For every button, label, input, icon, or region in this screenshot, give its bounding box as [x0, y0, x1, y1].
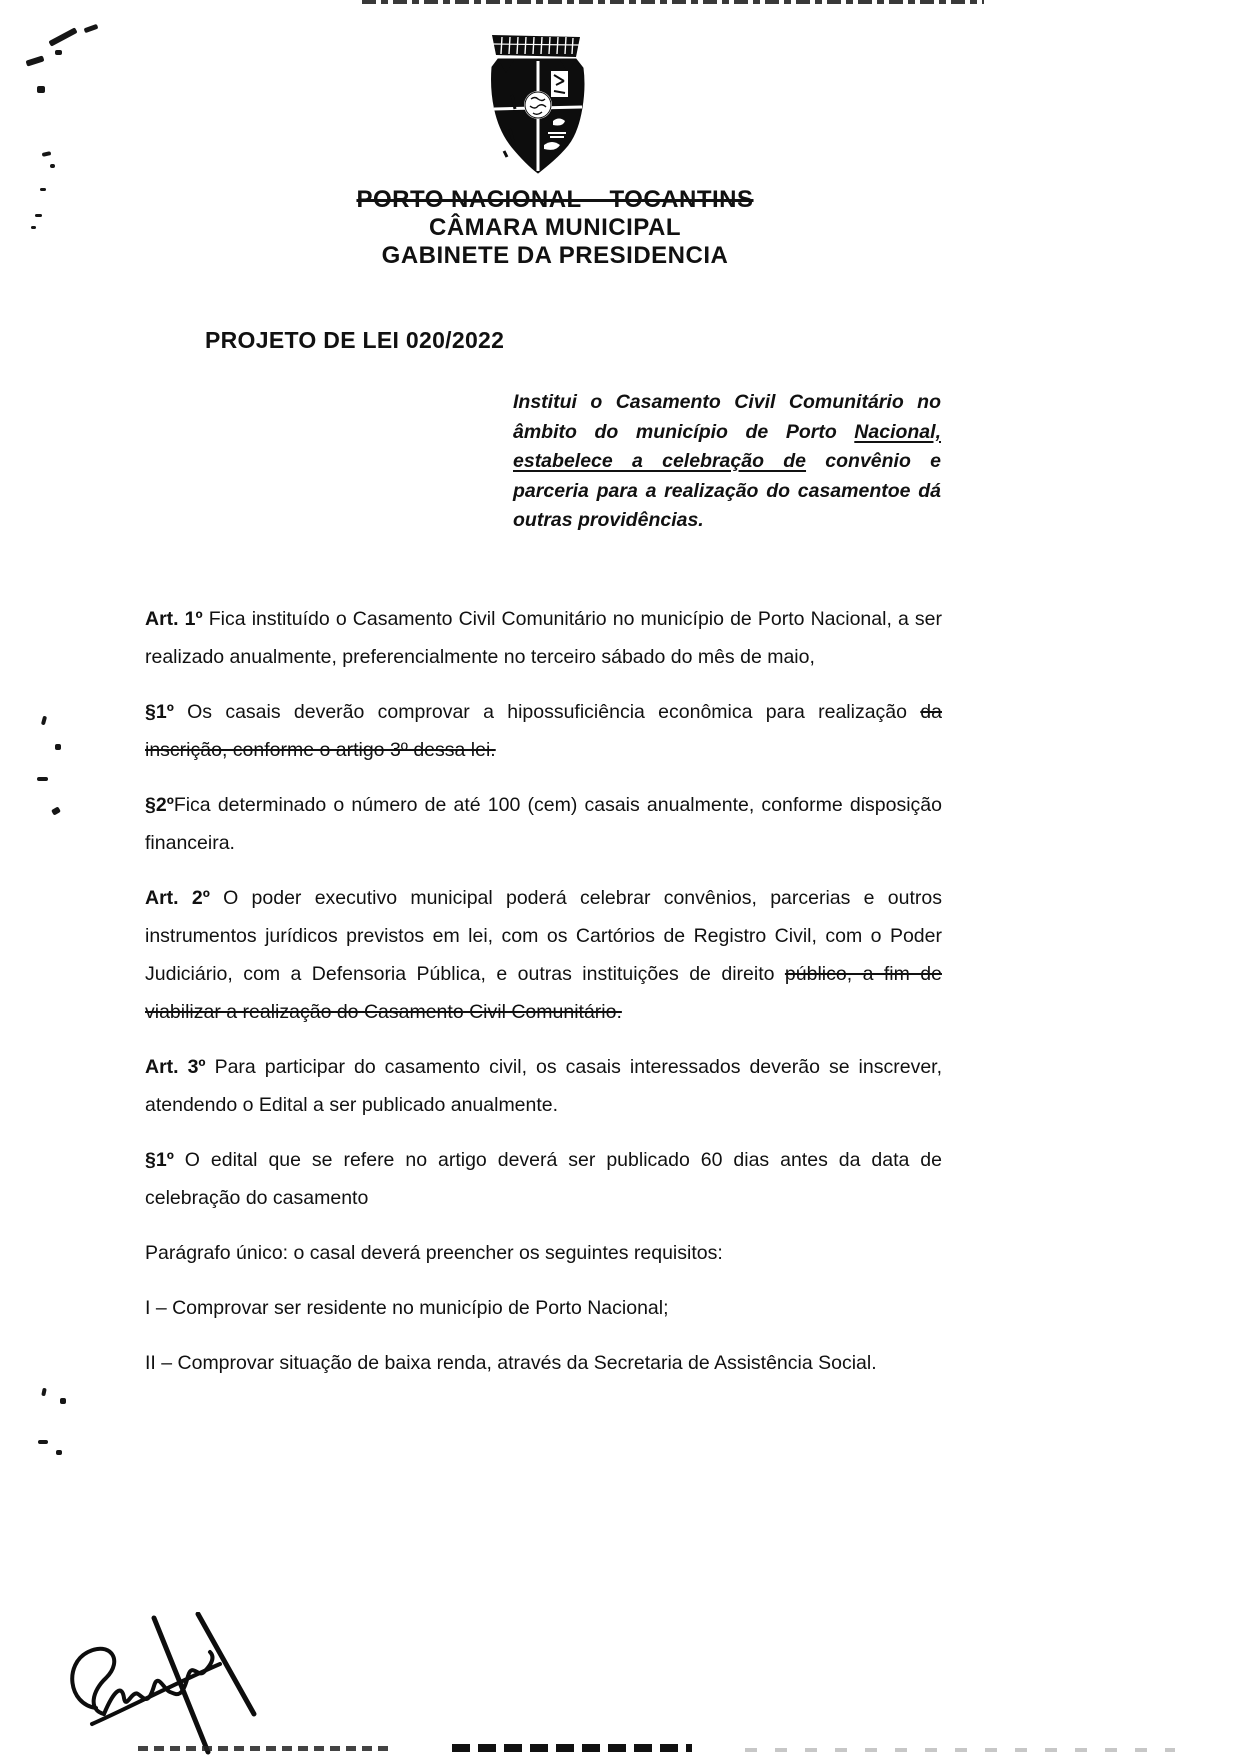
ementa-part1: Institui o Casamento Civil Comunitário no âmbito do município de Porto: [513, 391, 941, 443]
ink-speck: [55, 50, 62, 55]
article-2-label: Art. 2º: [145, 887, 210, 909]
document-body: [145, 600, 942, 1399]
ink-speck: [50, 164, 55, 168]
article-1-text: Fica instituído o Casamento Civil Comunitário no município de Porto Nacional, a ser realizado anualmente, preferencialmente no terceiro sábado do mês de maio,: [145, 608, 942, 668]
ink-speck: [41, 1388, 47, 1397]
article-3-paragraph-1: [145, 1141, 942, 1217]
article-2: [145, 879, 942, 1031]
ink-speck: [37, 86, 45, 93]
ink-speck: [37, 777, 48, 781]
handwritten-signature: [58, 1612, 268, 1755]
ink-speck: [31, 226, 36, 229]
ink-speck: [26, 55, 45, 66]
torn-edge-artifact: [362, 0, 984, 4]
ink-speck: [42, 151, 52, 157]
paragraph-2: [145, 786, 942, 862]
page-title: PROJETO DE LEI 020/2022: [205, 327, 505, 353]
ink-speck: [38, 1440, 48, 1444]
article-2-text: O poder executivo municipal poderá celebrar convênios, parcerias e outros instrumentos jurídicos previstos em lei, com os Cartórios de Registro Civil, com o Poder Judiciário, com a Defensoria Pública, e outras instituições de direito: [145, 887, 942, 985]
paragraph-1-text: Os casais deverão comprovar a hipossuficiência econômica para realização: [173, 701, 921, 723]
ementa-summary: [513, 388, 941, 536]
ink-speck: [84, 24, 99, 33]
ink-speck: [41, 716, 47, 726]
article-1-label: Art. 1º: [145, 608, 203, 630]
ink-speck: [35, 214, 42, 217]
paragraph-1-label: §1º: [145, 701, 174, 723]
article-3-paragraph-1-label: §1º: [145, 1149, 174, 1171]
cutoff-footer-text-fragment: [745, 1748, 1175, 1752]
paragraph-2-label: §2º: [145, 794, 174, 816]
sole-paragraph: Parágrafo único: o casal deverá preencher os seguintes requisitos:: [145, 1242, 723, 1264]
header-municipality: PORTO NACIONAL – TOCANTINS: [356, 186, 754, 213]
document-header: [280, 186, 830, 270]
article-3: [145, 1048, 942, 1124]
article-3-label: Art. 3º: [145, 1056, 206, 1078]
ink-speck: [55, 744, 61, 750]
header-office: GABINETE DA PRESIDENCIA: [381, 242, 729, 269]
ink-speck: [40, 188, 46, 191]
ink-speck: [56, 1450, 62, 1455]
paragraph-1-smudged-text: da inscrição, conforme o artigo 3º dessa lei.: [145, 701, 942, 761]
ementa-underlined: Nacional, estabelece a celebração de: [513, 420, 941, 472]
header-institution: CÂMARA MUNICIPAL: [429, 214, 681, 241]
requirement-item-1: I – Comprovar ser residente no município de Porto Nacional;: [145, 1297, 669, 1319]
article-1: [145, 600, 942, 676]
municipal-coat-of-arms-icon: [478, 33, 594, 179]
cutoff-footer-text-fragment: [138, 1746, 390, 1751]
article-2-smudged-text: público, a fim de viabilizar a realização do Casamento Civil Comunitário.: [145, 963, 942, 1023]
article-3-paragraph-1-text: O edital que se refere no artigo deverá ser publicado 60 dias antes da data de celebração do casamento: [145, 1149, 942, 1209]
paragraph-1: [145, 693, 942, 769]
paragraph-2-text: Fica determinado o número de até 100 (cem) casais anualmente, conforme disposição financeira.: [145, 794, 942, 854]
ink-speck: [60, 1398, 66, 1404]
article-3-text: Para participar do casamento civil, os casais interessados deverão se inscrever, atendendo o Edital a ser publicado anualmente.: [145, 1056, 942, 1116]
ink-speck: [51, 806, 61, 815]
cutoff-footer-text-fragment: [452, 1744, 692, 1752]
requirement-item-2: II – Comprovar situação de baixa renda, através da Secretaria de Assistência Social.: [145, 1352, 877, 1374]
ink-speck: [48, 27, 77, 46]
ementa-part2: convênio e parceria para a realização do casamentoe dá outras providências.: [513, 450, 941, 531]
